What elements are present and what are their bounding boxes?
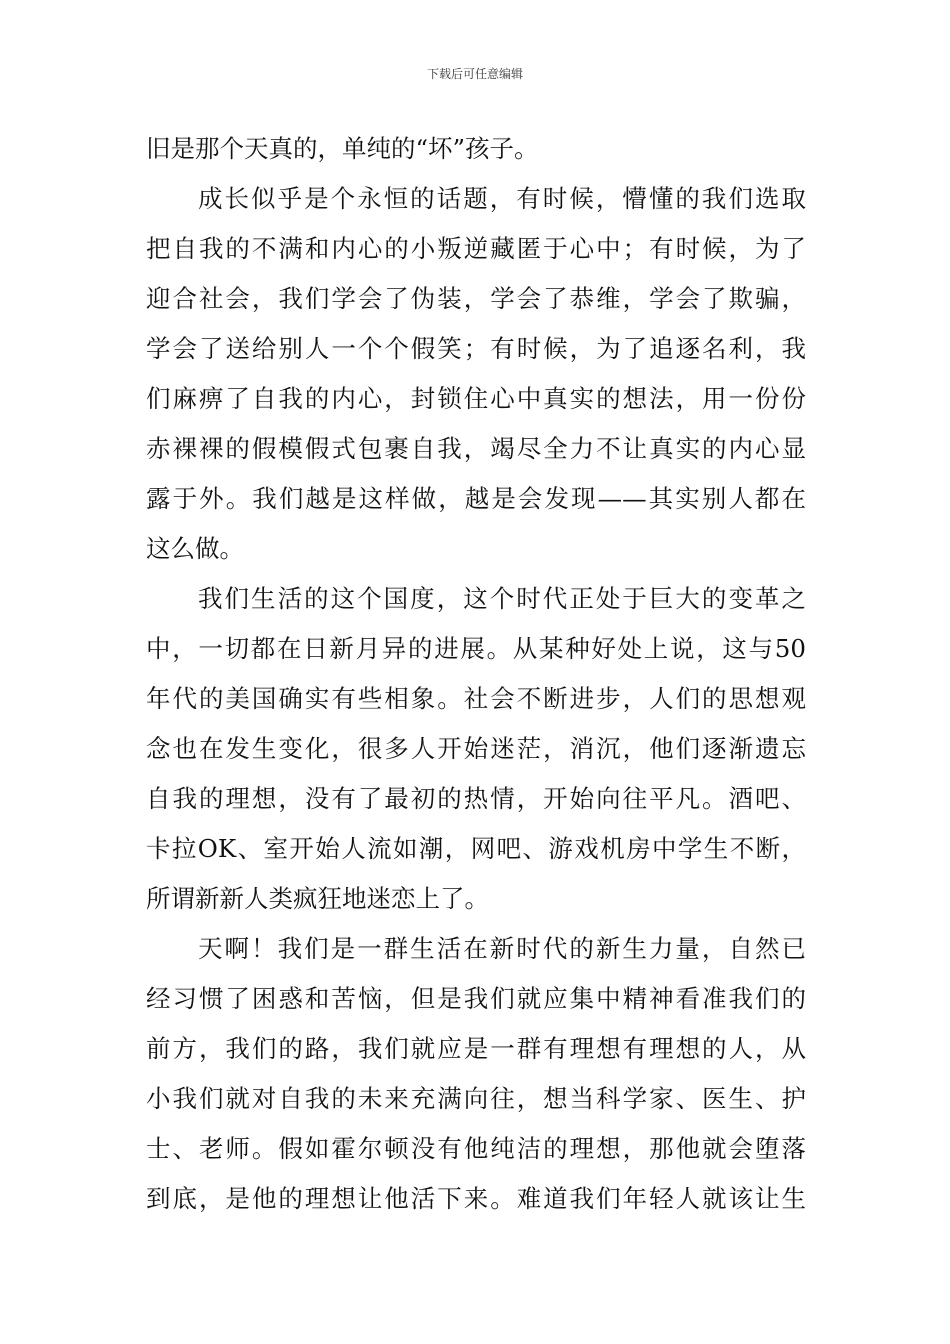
text-line: 所谓新新人类疯狂地迷恋上了。	[146, 884, 489, 913]
text-line: 卡拉OK、室开始人流如潮，网吧、游戏机房中学生不断，	[146, 834, 806, 863]
text-line: 旧是那个天真的，单纯的“坏”孩子。	[146, 134, 539, 163]
text-line: 这么做。	[146, 534, 244, 563]
text-line: 们麻痹了自我的内心，封锁住心中真实的想法，用一份份	[146, 384, 806, 413]
page-header: 下载后可任意编辑	[426, 67, 523, 81]
text-line: 成长似乎是个永恒的话题，有时候，懵懂的我们选取	[198, 184, 806, 213]
text-line: 赤裸裸的假模假式包裹自我，竭尽全力不让真实的内心显	[146, 434, 806, 463]
text-line: 小我们就对自我的未来充满向往，想当科学家、医生、护	[146, 1084, 806, 1113]
text-line: 我们生活的这个国度，这个时代正处于巨大的变革之	[198, 584, 806, 613]
paragraph	[146, 924, 806, 1224]
document-body	[146, 124, 806, 1224]
text-line: 自我的理想，没有了最初的热情，开始向往平凡。酒吧、	[146, 784, 806, 813]
text-line: 前方，我们的路，我们就应是一群有理想有理想的人，从	[146, 1034, 806, 1063]
text-line: 士、老师。假如霍尔顿没有他纯洁的理想，那他就会堕落	[146, 1134, 806, 1163]
text-line: 迎合社会，我们学会了伪装，学会了恭维，学会了欺骗，	[146, 284, 806, 313]
text-line: 学会了送给别人一个个假笑；有时候，为了追逐名利，我	[146, 334, 806, 363]
text-line: 到底，是他的理想让他活下来。难道我们年轻人就该让生	[146, 1184, 806, 1213]
text-line: 把自我的不满和内心的小叛逆藏匿于心中；有时候，为了	[146, 234, 806, 263]
text-line: 天啊！我们是一群生活在新时代的新生力量，自然已	[198, 934, 806, 963]
text-line: 经习惯了困惑和苦恼，但是我们就应集中精神看准我们的	[146, 984, 806, 1013]
paragraph	[146, 574, 806, 924]
paragraph	[146, 124, 806, 174]
text-line: 中，一切都在日新月异的进展。从某种好处上说，这与50	[146, 634, 806, 663]
text-line: 念也在发生变化，很多人开始迷茫，消沉，他们逐渐遗忘	[146, 734, 806, 763]
paragraph	[146, 174, 806, 574]
text-line: 露于外。我们越是这样做，越是会发现——其实别人都在	[146, 484, 806, 513]
text-line: 年代的美国确实有些相象。社会不断进步，人们的思想观	[146, 684, 806, 713]
